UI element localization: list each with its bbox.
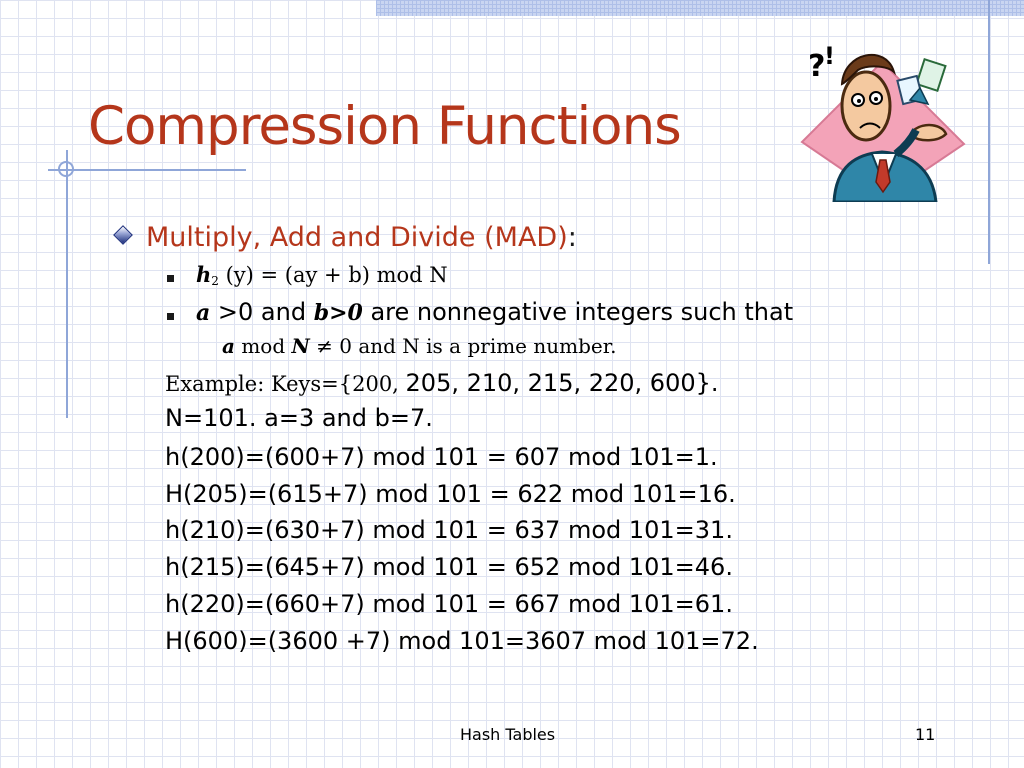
square-bullet-icon <box>167 275 174 282</box>
example-line: H(205)=(615+7) mod 101 = 622 mod 101=16. <box>165 480 736 508</box>
example-line: N=101. a=3 and b=7. <box>165 404 433 432</box>
constraint-b: b>0 <box>313 300 363 326</box>
example-keys-line <box>165 369 719 397</box>
prime-rest: ≠ 0 and N is a prime number. <box>309 334 617 358</box>
constraint-a: a <box>196 300 211 326</box>
bullet-mad <box>116 222 577 253</box>
constraint-line <box>196 298 793 326</box>
formula-h: h <box>196 262 212 287</box>
constraint-rest: are nonnegative integers such that <box>362 298 794 326</box>
example-line: h(215)=(645+7) mod 101 = 652 mod 101=46. <box>165 553 733 581</box>
example-line: h(200)=(600+7) mod 101 = 607 mod 101=1. <box>165 443 718 471</box>
svg-text:?: ? <box>808 49 826 84</box>
formula-line <box>196 262 448 288</box>
formula-rest: (y) = (ay + b) mod N <box>218 263 448 287</box>
square-bullet-icon <box>167 313 174 320</box>
example-keys: 205, 210, 215, 220, 600}. <box>405 369 719 397</box>
example-prefix: Example: Keys={200, <box>165 372 406 396</box>
diamond-bullet-icon <box>113 225 133 245</box>
example-line: H(600)=(3600 +7) mod 101=3607 mod 101=72. <box>165 627 759 655</box>
formula-subscript: 2 <box>211 274 219 288</box>
example-line: h(220)=(660+7) mod 101 = 667 mod 101=61. <box>165 590 733 618</box>
prime-condition-line <box>222 334 616 358</box>
confused-man-clipart <box>796 26 968 202</box>
bullet-mad-colon: : <box>567 222 577 253</box>
right-vertical-rule <box>988 0 990 264</box>
page-number: 11 <box>915 725 936 744</box>
left-vertical-rule <box>66 150 68 418</box>
prime-mod: mod <box>234 334 292 358</box>
bullet-mad-text: Multiply, Add and Divide (MAD) <box>146 222 568 253</box>
footer-title: Hash Tables <box>460 725 556 744</box>
prime-N: N <box>291 334 310 358</box>
constraint-gt0: >0 and <box>210 298 314 326</box>
svg-text:!: ! <box>824 42 835 70</box>
top-decorative-band <box>376 0 1024 16</box>
rule-circle-ornament <box>58 161 74 177</box>
title-underline-rule <box>48 169 246 171</box>
example-line: h(210)=(630+7) mod 101 = 637 mod 101=31. <box>165 516 733 544</box>
prime-a: a <box>222 334 235 358</box>
slide-title: Compression Functions <box>88 96 681 157</box>
